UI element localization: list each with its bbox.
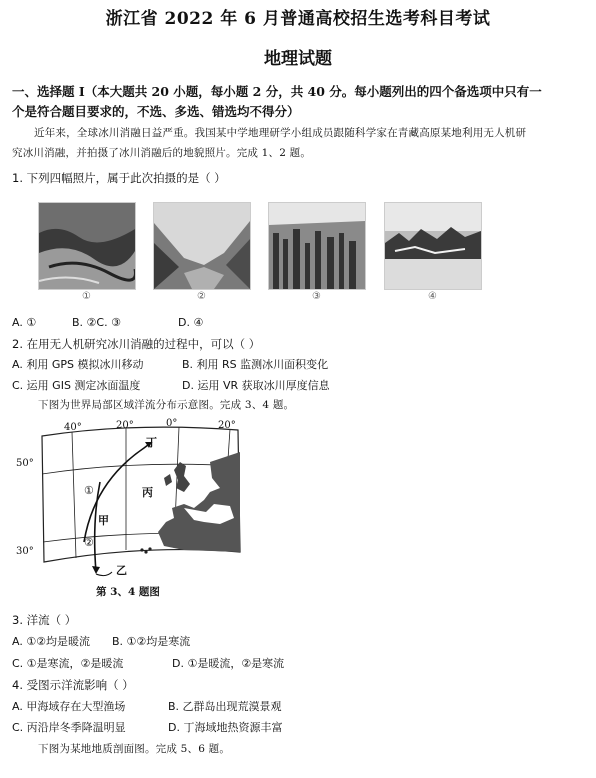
q1-option-a: A. ①: [12, 316, 37, 329]
current-label-1: ①: [84, 484, 94, 497]
section-heading-line2: 个是符合题目要求的，不选、多选、错选均不得分）: [12, 104, 300, 119]
q4-option-c: C. 丙沿岸冬季降温明显: [12, 721, 126, 734]
photo-4-label: ④: [428, 291, 437, 302]
intro-1-line1: 近年来，全球冰川消融日益严重。我国某中学地理研学小组成员跟随科学家在青藏高原某地利用无人机研: [34, 127, 527, 139]
q4-option-d: D. 丁海域地热资源丰富: [168, 721, 283, 734]
q2-option-d: D. 运用 VR 获取冰川厚度信息: [182, 379, 330, 392]
q3-option-a: A. ①②均是暖流: [12, 635, 91, 648]
question-1-stem: 1. 下列四幅照片，属于此次拍摄的是（ ）: [12, 171, 226, 185]
question-4-stem: 4. 受图示洋流影响（ ）: [12, 678, 134, 692]
lat-label-50: 50°: [16, 458, 34, 469]
current-label-2: ②: [84, 536, 94, 549]
place-label-yi: 乙: [116, 564, 127, 577]
q2-option-c: C. 运用 GIS 测定冰面温度: [12, 379, 141, 392]
lon-label-0: 0°: [166, 418, 178, 429]
q2-option-b: B. 利用 RS 监测冰川面积变化: [182, 358, 329, 371]
q1-option-d: D. ④: [178, 316, 204, 329]
q3-option-d: D. ①是暖流，②是寒流: [172, 657, 285, 670]
photo-3-stone-forest: [268, 202, 366, 290]
photo-1-dunes: [38, 202, 136, 290]
photo-1-label: ①: [82, 291, 91, 302]
place-label-bing: 丙: [142, 486, 153, 499]
section-heading-line1: 一、选择题 I（本大题共 20 小题，每小题 2 分，共 40 分。每小题列出的四个备选项中只有一: [12, 84, 542, 99]
lat-label-30: 30°: [16, 546, 34, 557]
place-label-jia: 甲: [98, 514, 109, 527]
ocean-current-map: [16, 418, 244, 592]
lon-label-40w: 40°: [64, 422, 82, 433]
intro-2: 下图为世界局部区域洋流分布示意图。完成 3、4 题。: [38, 399, 295, 411]
exam-title: 浙江省 2022 年 6 月普通高校招生选考科目考试: [105, 9, 491, 29]
map-caption: 第 3、4 题图: [96, 586, 160, 598]
intro-1-line2: 究冰川消融，并拍摄了冰川消融后的地貌照片。完成 1、2 题。: [12, 147, 312, 159]
photo-2-valley: [153, 202, 251, 290]
lon-label-20e: 20°: [218, 420, 236, 431]
photo-4-eroded-landform: [384, 202, 482, 290]
question-3-stem: 3. 洋流（ ）: [12, 613, 77, 627]
intro-3: 下图为某地地质剖面图。完成 5、6 题。: [38, 743, 231, 755]
photo-2-label: ②: [197, 291, 206, 302]
q3-option-c: C. ①是寒流，②是暖流: [12, 657, 124, 670]
q2-option-a: A. 利用 GPS 模拟冰川移动: [12, 358, 144, 371]
q4-option-b: B. 乙群岛出现荒漠景观: [168, 700, 282, 713]
question-2-stem: 2. 在用无人机研究冰川消融的过程中，可以（ ）: [12, 337, 261, 351]
lon-label-20w: 20°: [116, 420, 134, 431]
place-label-ding: 丁: [146, 436, 157, 449]
q4-option-a: A. 甲海域存在大型渔场: [12, 700, 126, 713]
q1-option-b-c: B. ②C. ③: [72, 316, 121, 329]
exam-subtitle: 地理试题: [264, 49, 332, 69]
photo-3-label: ③: [312, 291, 321, 302]
q3-option-b: B. ①②均是寒流: [112, 635, 191, 648]
